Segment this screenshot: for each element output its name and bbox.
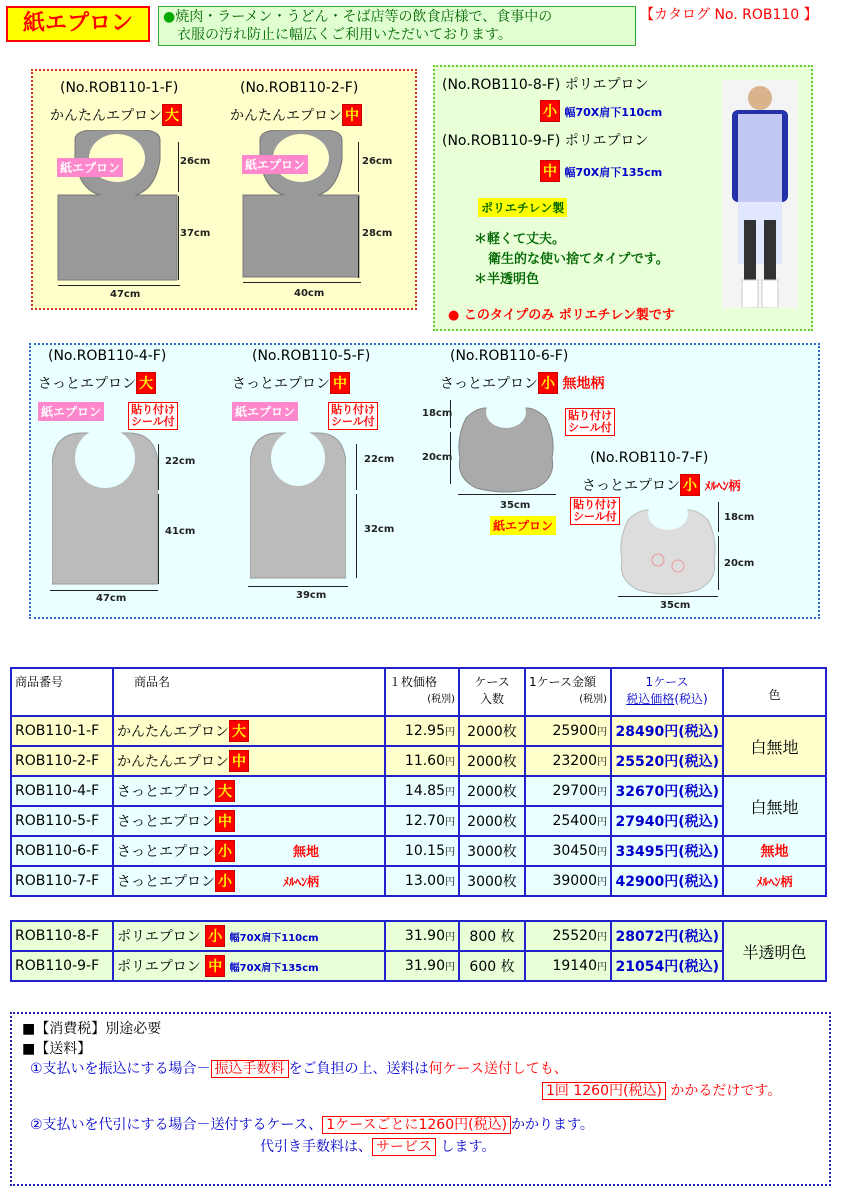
dim-line bbox=[358, 196, 359, 278]
item7-title bbox=[582, 474, 740, 496]
poly-price-table bbox=[10, 920, 827, 982]
payment-transfer-line2 bbox=[542, 1080, 819, 1100]
price-table bbox=[10, 667, 827, 897]
cell-case bbox=[525, 746, 611, 776]
shipping-notes bbox=[10, 1012, 831, 1186]
sticker-label-6 bbox=[565, 408, 615, 436]
table-row bbox=[11, 776, 826, 806]
poly-apron-photo bbox=[722, 80, 798, 308]
d7-top: 18cm bbox=[724, 512, 755, 523]
d7-width: 35cm bbox=[660, 600, 691, 611]
d2-width: 40cm bbox=[294, 288, 325, 299]
cell-size-badge: 大 bbox=[229, 720, 249, 742]
th-name: 商品名 bbox=[113, 668, 385, 716]
cod-prefix: ②支払いを代引にする場合－送付するケース、 bbox=[30, 1117, 323, 1133]
transfer-mid: をご負担の上、送料は bbox=[288, 1061, 429, 1077]
cell-tax-value: 32670 bbox=[615, 784, 665, 800]
th-case-price bbox=[525, 668, 611, 716]
cell-price-value: 10.15 bbox=[404, 843, 445, 859]
th-tax-label2: 税込価格 bbox=[626, 692, 675, 706]
item8-name: ポリエプロン bbox=[564, 77, 649, 93]
paper-apron-tag-5: 紙エプロン bbox=[490, 516, 556, 535]
cell-size-badge: 小 bbox=[215, 840, 235, 862]
tax-suffix: 円(税込) bbox=[664, 724, 719, 740]
cell-code: ROB110-4-F bbox=[11, 776, 113, 806]
item9-line bbox=[442, 130, 649, 150]
d6-top: 18cm bbox=[422, 408, 453, 419]
item6-name: さっとエプロン bbox=[440, 376, 538, 392]
item1-size-badge: 大 bbox=[162, 104, 182, 126]
cell-name bbox=[113, 746, 385, 776]
tax-suffix: 円(税込) bbox=[664, 784, 719, 800]
catalog-number: 【カタログ No. ROB110 】 bbox=[640, 7, 818, 23]
sticker-line1: 貼り付け bbox=[573, 498, 617, 511]
poly-note: ● このタイプのみ ポリエチレン製です bbox=[448, 308, 675, 323]
header-description: ●焼肉・ラーメン・うどん・そば店等の飲食店様で、食事中の 衣服の汚れ防止に幅広くご利用いただいております。 bbox=[158, 6, 636, 46]
th-tax-label3: (税込) bbox=[674, 692, 708, 706]
sticker-label-4 bbox=[128, 402, 178, 430]
cell-tax-value: 28072 bbox=[615, 929, 665, 945]
dim-line bbox=[458, 494, 556, 495]
cell-name-text: さっとエプロン bbox=[117, 874, 215, 890]
cell-color-poly: 半透明色 bbox=[723, 921, 826, 981]
sticker-label-7 bbox=[570, 497, 620, 525]
cell-code: ROB110-6-F bbox=[11, 836, 113, 866]
sticker-line2: シール付 bbox=[131, 415, 175, 428]
cell-price bbox=[385, 746, 459, 776]
payment-transfer-line bbox=[30, 1058, 819, 1078]
flat-fee-box: 1回 1260円(税込) bbox=[542, 1082, 666, 1100]
dim-line bbox=[356, 444, 357, 490]
dim-line bbox=[158, 444, 159, 490]
dim-line bbox=[358, 142, 359, 192]
d1-width: 47cm bbox=[110, 289, 141, 300]
item4-size-badge: 大 bbox=[136, 372, 156, 394]
yen-unit: 円 bbox=[597, 727, 607, 738]
cell-size-badge: 小 bbox=[205, 925, 225, 947]
cell-price bbox=[385, 716, 459, 746]
cod-fee-box: 1ケースごとに1260円(税込) bbox=[322, 1116, 511, 1134]
cell-qty: 2000枚 bbox=[459, 806, 525, 836]
d1-bottom: 37cm bbox=[180, 228, 211, 239]
cell-tax bbox=[611, 746, 723, 776]
cell-name-text: かんたんエプロン bbox=[117, 754, 229, 770]
tax-note: ■【消費税】別途必要 bbox=[22, 1021, 162, 1037]
item6-title bbox=[440, 372, 604, 394]
dim-line bbox=[158, 494, 159, 584]
item6-pattern: 無地柄 bbox=[562, 376, 605, 392]
cell-tax bbox=[611, 951, 723, 981]
tax-suffix: 円(税込) bbox=[664, 814, 719, 830]
feature-2: 衛生的な使い捨てタイプです。 bbox=[488, 252, 669, 267]
th-case-price-label: 1ケース金額 bbox=[529, 675, 597, 689]
cell-qty: 2000枚 bbox=[459, 746, 525, 776]
cell-case-value: 19140 bbox=[552, 958, 597, 974]
cell-dimension: 幅70X肩下110cm bbox=[229, 933, 319, 944]
d4-top: 22cm bbox=[165, 456, 196, 467]
cell-tax-value: 33495 bbox=[615, 844, 665, 860]
item1-code: (No.ROB110-1-F) bbox=[60, 80, 179, 96]
yen-unit: 円 bbox=[597, 757, 607, 768]
cell-code: ROB110-7-F bbox=[11, 866, 113, 896]
item8-code: (No.ROB110-8-F) bbox=[442, 77, 561, 93]
cell-tax bbox=[611, 866, 723, 896]
cell-name bbox=[113, 866, 385, 896]
d7-bottom: 20cm bbox=[724, 558, 755, 569]
description-line2: 衣服の汚れ防止に幅広くご利用いただいております。 bbox=[177, 27, 512, 43]
cell-name bbox=[113, 921, 385, 951]
sticker-line2: シール付 bbox=[568, 421, 612, 434]
sticker-line2: シール付 bbox=[331, 415, 375, 428]
cell-pattern: ﾒﾙﾍﾝ柄 bbox=[283, 875, 320, 889]
th-tax-label1: 1ケース bbox=[645, 675, 689, 689]
cell-price bbox=[385, 806, 459, 836]
cell-dimension: 幅70X肩下135cm bbox=[229, 963, 319, 974]
cell-tax bbox=[611, 716, 723, 746]
apron1-illustration bbox=[55, 130, 180, 285]
cell-tax-value: 42900 bbox=[615, 874, 665, 890]
item4-name: さっとエプロン bbox=[38, 376, 136, 392]
item8-spec bbox=[540, 100, 662, 122]
yen-unit: 円 bbox=[597, 787, 607, 798]
paper-apron-tag-2: 紙エプロン bbox=[242, 155, 308, 174]
cell-price-value: 31.90 bbox=[404, 928, 445, 944]
item5-name: さっとエプロン bbox=[232, 376, 330, 392]
d2-top: 26cm bbox=[362, 156, 393, 167]
yen-unit: 円 bbox=[597, 847, 607, 858]
cod-fee-label: 代引き手数料は、 bbox=[260, 1139, 372, 1155]
th-case-qty bbox=[459, 668, 525, 716]
cell-case bbox=[525, 866, 611, 896]
cell-case bbox=[525, 836, 611, 866]
cell-name-text: さっとエプロン bbox=[117, 844, 215, 860]
item2-title bbox=[230, 104, 362, 126]
cell-tax bbox=[611, 836, 723, 866]
cell-qty: 2000枚 bbox=[459, 776, 525, 806]
item7-code: (No.ROB110-7-F) bbox=[590, 450, 709, 466]
cell-case bbox=[525, 716, 611, 746]
item9-size-badge: 中 bbox=[540, 160, 560, 182]
transfer-prefix: ①支払いを振込にする場合－ bbox=[30, 1061, 211, 1077]
tax-suffix: 円(税込) bbox=[664, 874, 719, 890]
cell-color-r7: ﾒﾙﾍﾝ柄 bbox=[723, 866, 826, 896]
item7-pattern: ﾒﾙﾍﾝ柄 bbox=[704, 479, 741, 493]
cell-name bbox=[113, 716, 385, 746]
item2-size-badge: 中 bbox=[342, 104, 362, 126]
yen-unit: 円 bbox=[597, 962, 607, 973]
dim-line bbox=[356, 494, 357, 578]
cell-case bbox=[525, 921, 611, 951]
d5-width: 39cm bbox=[296, 590, 327, 601]
feature-1: ＊軽くて丈夫。 bbox=[474, 232, 566, 247]
cell-pattern: 無地 bbox=[293, 845, 320, 860]
item5-code: (No.ROB110-5-F) bbox=[252, 348, 371, 364]
service-suffix: します。 bbox=[436, 1139, 496, 1155]
cell-size-badge: 中 bbox=[229, 750, 249, 772]
cell-code: ROB110-2-F bbox=[11, 746, 113, 776]
d6-width: 35cm bbox=[500, 500, 531, 511]
cell-case-value: 25400 bbox=[552, 813, 597, 829]
sticker-line1: 貼り付け bbox=[568, 409, 612, 422]
yen-unit: 円 bbox=[445, 847, 455, 858]
apron6-illustration bbox=[456, 398, 556, 494]
item9-code: (No.ROB110-9-F) bbox=[442, 133, 561, 149]
item9-spec bbox=[540, 160, 662, 182]
cell-price-value: 31.90 bbox=[404, 958, 445, 974]
cell-code: ROB110-5-F bbox=[11, 806, 113, 836]
item5-title bbox=[232, 372, 350, 394]
table-row bbox=[11, 951, 826, 981]
cell-price-value: 14.85 bbox=[404, 783, 445, 799]
apron7-illustration bbox=[618, 500, 718, 596]
cell-case-value: 25900 bbox=[552, 723, 597, 739]
cell-price bbox=[385, 836, 459, 866]
table-row bbox=[11, 921, 826, 951]
cell-size-badge: 中 bbox=[205, 955, 225, 977]
cell-case-value: 30450 bbox=[552, 843, 597, 859]
th-case-qty-label: ケース bbox=[474, 675, 510, 689]
th-code: 商品番号 bbox=[11, 668, 113, 716]
dim-line bbox=[50, 590, 158, 591]
shipping-label: ■【送料】 bbox=[22, 1041, 92, 1057]
cell-size-badge: 大 bbox=[215, 780, 235, 802]
item8-size-badge: 小 bbox=[540, 100, 560, 122]
yen-unit: 円 bbox=[445, 962, 455, 973]
cell-case-value: 29700 bbox=[552, 783, 597, 799]
cell-qty: 600 枚 bbox=[459, 951, 525, 981]
cell-price-value: 11.60 bbox=[404, 753, 445, 769]
cell-case-value: 39000 bbox=[552, 873, 597, 889]
item8-dimension: 幅70X肩下110cm bbox=[564, 106, 663, 119]
cell-color-group2: 白無地 bbox=[723, 776, 826, 836]
cell-size-badge: 小 bbox=[215, 870, 235, 892]
paper-apron-tag-3: 紙エプロン bbox=[38, 402, 104, 421]
cell-code: ROB110-1-F bbox=[11, 716, 113, 746]
dim-line bbox=[58, 285, 180, 286]
d6-bottom: 20cm bbox=[422, 452, 453, 463]
item9-name: ポリエプロン bbox=[564, 133, 649, 149]
cell-name bbox=[113, 806, 385, 836]
item2-name: かんたんエプロン bbox=[230, 108, 342, 124]
item7-name: さっとエプロン bbox=[582, 478, 680, 494]
table-row bbox=[11, 806, 826, 836]
cell-tax-value: 28490 bbox=[615, 724, 665, 740]
cell-price-value: 13.00 bbox=[404, 873, 445, 889]
cell-tax bbox=[611, 921, 723, 951]
dim-line bbox=[178, 142, 179, 192]
cell-code: ROB110-9-F bbox=[11, 951, 113, 981]
item2-code: (No.ROB110-2-F) bbox=[240, 80, 359, 96]
cell-name-text: さっとエプロン bbox=[117, 814, 215, 830]
cell-qty: 800 枚 bbox=[459, 921, 525, 951]
d5-top: 22cm bbox=[364, 454, 395, 465]
item9-dimension: 幅70X肩下135cm bbox=[564, 166, 663, 179]
item6-size-badge: 小 bbox=[538, 372, 558, 394]
tax-suffix: 円(税込) bbox=[664, 844, 719, 860]
cell-price-value: 12.70 bbox=[404, 813, 445, 829]
apron2-illustration bbox=[240, 130, 362, 280]
table-row bbox=[11, 716, 826, 746]
tax-suffix: 円(税込) bbox=[664, 959, 719, 975]
cell-tax bbox=[611, 806, 723, 836]
th-case-price-note: (税別) bbox=[579, 694, 607, 705]
tax-suffix: 円(税込) bbox=[664, 754, 719, 770]
yen-unit: 円 bbox=[445, 877, 455, 888]
cod-service-line bbox=[260, 1136, 819, 1156]
cell-qty: 3000枚 bbox=[459, 836, 525, 866]
cell-name bbox=[113, 776, 385, 806]
dim-line bbox=[618, 596, 718, 597]
yen-unit: 円 bbox=[597, 817, 607, 828]
d4-bottom: 41cm bbox=[165, 526, 196, 537]
service-box: サービス bbox=[372, 1138, 436, 1156]
cell-case-value: 23200 bbox=[552, 753, 597, 769]
item6-code: (No.ROB110-6-F) bbox=[450, 348, 569, 364]
th-unit-price-label: １枚価格 bbox=[389, 675, 438, 689]
paper-apron-tag-1: 紙エプロン bbox=[57, 158, 123, 177]
th-case-qty-label2: 入数 bbox=[479, 692, 504, 706]
cell-tax bbox=[611, 776, 723, 806]
tax-suffix: 円(税込) bbox=[664, 929, 719, 945]
cell-price bbox=[385, 951, 459, 981]
th-unit-price-note: (税別) bbox=[427, 694, 455, 705]
cell-price bbox=[385, 921, 459, 951]
dim-line bbox=[718, 502, 719, 532]
sticker-label-5 bbox=[328, 402, 378, 430]
dim-line bbox=[178, 196, 179, 280]
d4-width: 47cm bbox=[96, 593, 127, 604]
yen-unit: 円 bbox=[445, 787, 455, 798]
cell-color-r6: 無地 bbox=[723, 836, 826, 866]
table-row bbox=[11, 836, 826, 866]
th-tax-price bbox=[611, 668, 723, 716]
item1-title bbox=[50, 104, 182, 126]
cell-name-text: ポリエプロン bbox=[117, 959, 201, 975]
table-row bbox=[11, 746, 826, 776]
cell-name bbox=[113, 836, 385, 866]
yen-unit: 円 bbox=[445, 757, 455, 768]
d1-top: 26cm bbox=[180, 156, 211, 167]
d5-bottom: 32cm bbox=[364, 524, 395, 535]
feature-3: ＊半透明色 bbox=[474, 272, 540, 287]
paper-apron-tag-4: 紙エプロン bbox=[232, 402, 298, 421]
th-color: 色 bbox=[723, 668, 826, 716]
cell-price-value: 12.95 bbox=[404, 723, 445, 739]
transfer-any-cases: 何ケース送付しても、 bbox=[428, 1061, 568, 1077]
cell-color-group1: 白無地 bbox=[723, 716, 826, 776]
dim-line bbox=[718, 536, 719, 590]
apron4-illustration bbox=[52, 428, 158, 586]
page-title: 紙エプロン bbox=[6, 6, 150, 42]
apron5-illustration bbox=[250, 428, 346, 580]
item8-line bbox=[442, 74, 649, 94]
dim-line bbox=[248, 586, 348, 587]
cell-size-badge: 中 bbox=[215, 810, 235, 832]
cell-tax-value: 21054 bbox=[615, 959, 665, 975]
cell-tax-value: 25520 bbox=[615, 754, 665, 770]
cell-name-text: さっとエプロン bbox=[117, 784, 215, 800]
cell-name-text: かんたんエプロン bbox=[117, 724, 229, 740]
cell-case bbox=[525, 776, 611, 806]
item5-size-badge: 中 bbox=[330, 372, 350, 394]
cell-qty: 3000枚 bbox=[459, 866, 525, 896]
item7-size-badge: 小 bbox=[680, 474, 700, 496]
d2-bottom: 28cm bbox=[362, 228, 393, 239]
cell-name bbox=[113, 951, 385, 981]
yen-unit: 円 bbox=[597, 932, 607, 943]
cell-price bbox=[385, 776, 459, 806]
yen-unit: 円 bbox=[445, 817, 455, 828]
item4-title bbox=[38, 372, 156, 394]
sticker-line2: シール付 bbox=[573, 510, 617, 523]
item1-name: かんたんエプロン bbox=[50, 108, 162, 124]
cell-code: ROB110-8-F bbox=[11, 921, 113, 951]
table-row bbox=[11, 866, 826, 896]
material-tag: ポリエチレン製 bbox=[478, 198, 567, 217]
poly-note-text: このタイプのみ ポリエチレン製です bbox=[463, 308, 675, 323]
cell-tax-value: 27940 bbox=[615, 814, 665, 830]
item4-code: (No.ROB110-4-F) bbox=[48, 348, 167, 364]
cod-suffix: かかります。 bbox=[511, 1117, 594, 1133]
sticker-line1: 貼り付け bbox=[331, 403, 375, 416]
yen-unit: 円 bbox=[445, 932, 455, 943]
cell-name-text: ポリエプロン bbox=[117, 929, 201, 945]
cell-case-value: 25520 bbox=[552, 928, 597, 944]
flat-fee-suffix: かかるだけです。 bbox=[665, 1083, 782, 1099]
description-line1: 焼肉・ラーメン・うどん・そば店等の飲食店様で、食事中の bbox=[175, 9, 553, 25]
cell-case bbox=[525, 806, 611, 836]
cell-price bbox=[385, 866, 459, 896]
yen-unit: 円 bbox=[597, 877, 607, 888]
transfer-fee-box: 振込手数料 bbox=[211, 1060, 289, 1078]
sticker-line1: 貼り付け bbox=[131, 403, 175, 416]
yen-unit: 円 bbox=[445, 727, 455, 738]
th-unit-price bbox=[385, 668, 459, 716]
cell-qty: 2000枚 bbox=[459, 716, 525, 746]
dim-line bbox=[243, 282, 361, 283]
payment-cod-line bbox=[30, 1114, 819, 1134]
cell-case bbox=[525, 951, 611, 981]
